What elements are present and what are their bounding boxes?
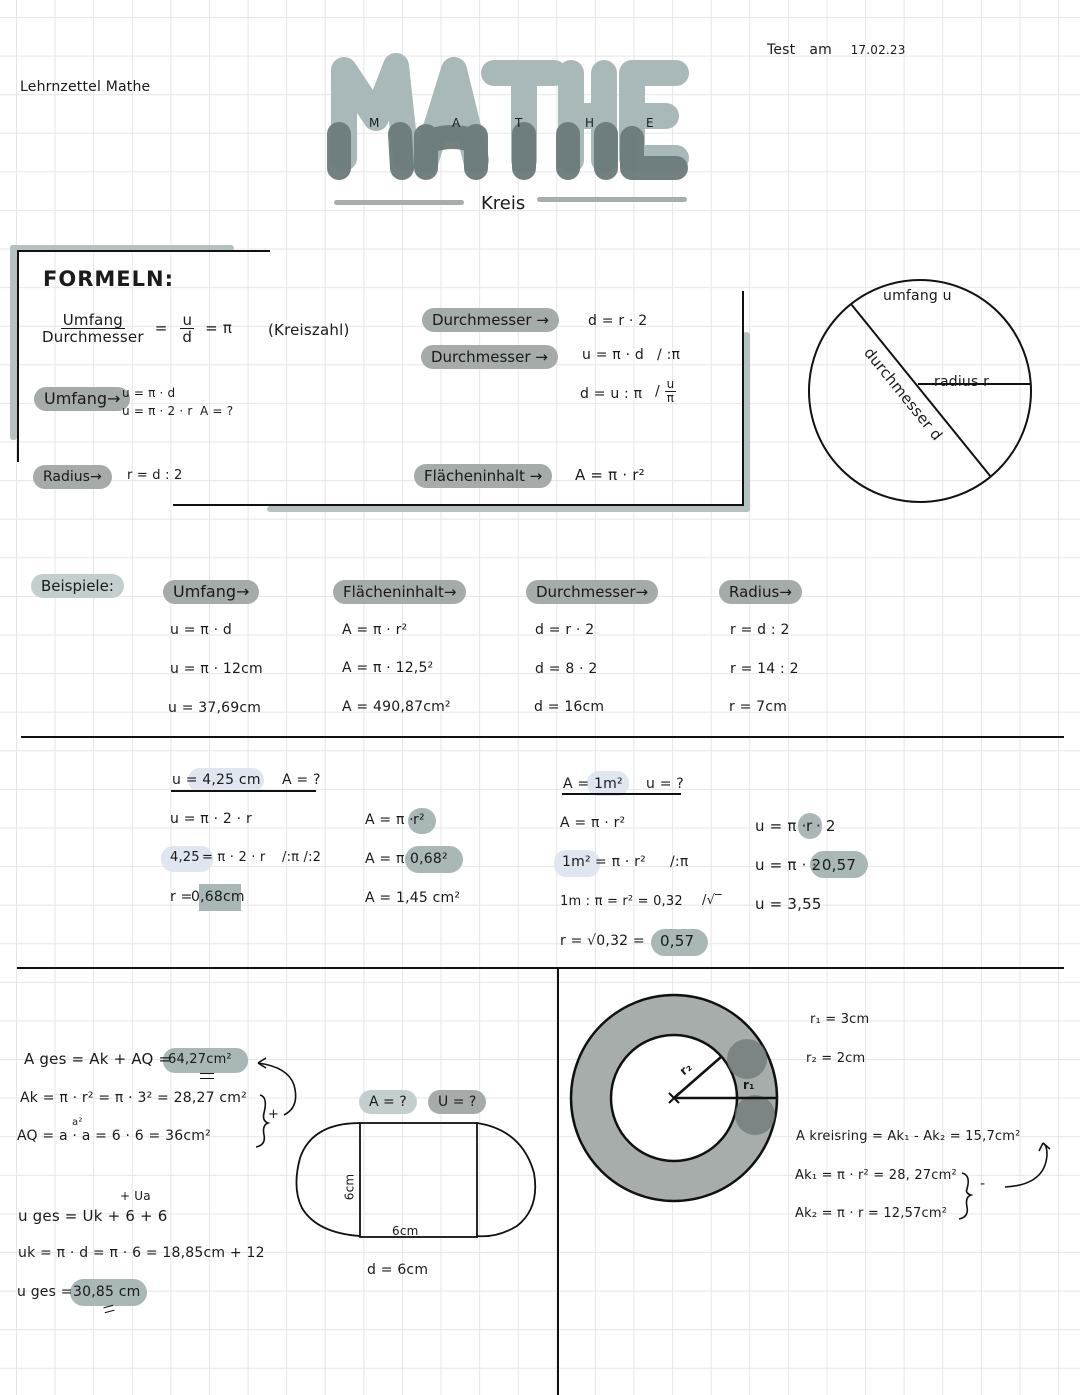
beispiele-row: d = r · 2 xyxy=(535,622,595,638)
aq-hint: a² xyxy=(72,1117,83,1128)
beispiele-header-radius: Radius→ xyxy=(719,580,802,604)
aufgabe1-line1: u = π · 2 · r xyxy=(170,811,252,827)
aufgabe2-right-1c: · 2 xyxy=(816,817,836,835)
umfang-a-question: A = ? xyxy=(200,404,234,418)
aufgabe1-underline xyxy=(171,790,316,792)
subtitle-line-left xyxy=(334,200,464,205)
durchmesser-op-3 xyxy=(655,378,676,405)
beispiele-row: u = 37,69cm xyxy=(168,700,262,716)
flaeche-formula-text: A = π · r² xyxy=(575,466,645,484)
formeln-heading: FORMELN: xyxy=(43,267,174,291)
beispiele-row: d = 8 · 2 xyxy=(535,661,598,677)
formeln-shadow-bottom xyxy=(267,506,750,512)
aufgabe1-right-1b: r² xyxy=(413,812,425,828)
plus-sign: + xyxy=(268,1107,280,1122)
title-mathe xyxy=(326,48,696,180)
a-ges-lhs: A ges = Ak + AQ = xyxy=(24,1050,172,1068)
ratio-numerator: Umfang xyxy=(62,311,123,329)
durchmesser-formula-3: d = u : π xyxy=(580,386,643,402)
aufgabe1-right-3: A = 1,45 cm² xyxy=(365,890,461,906)
shape-a-pill: A = ? xyxy=(359,1090,417,1114)
ak-formula: Ak = π · r² = π · 3² = 28,27 cm² xyxy=(20,1090,247,1106)
u-ges-hint: + Ua xyxy=(120,1189,151,1203)
aufgabe2-given: A = 1m² xyxy=(563,776,623,792)
aufgabe2-wanted: u = ? xyxy=(646,776,684,792)
r2-value: r₂ = 2cm xyxy=(806,1051,866,1066)
durchmesser-pill-2: Durchmesser → xyxy=(421,345,558,369)
aufgabe1-wanted: A = ? xyxy=(282,772,321,788)
minus-bracket-arrow-icon xyxy=(955,1135,1055,1225)
aufgabe1-line3-lhs: r = xyxy=(170,889,193,905)
ring-r2-label: r₂ xyxy=(676,1059,695,1079)
formeln-border-left xyxy=(17,250,19,462)
shape-d-label: d = 6cm xyxy=(367,1262,429,1278)
flaeche-pill: Flächeninhalt → xyxy=(414,464,552,488)
aufgabe2-right-2a: u = π · 2 xyxy=(755,856,822,874)
title-letter-t: T xyxy=(515,116,523,130)
beispiele-row: r = d : 2 xyxy=(730,622,790,638)
beispiele-row: u = π · 12cm xyxy=(170,661,263,677)
minus-sign: - xyxy=(980,1176,986,1192)
circle-diagram-icon xyxy=(806,278,1036,506)
aufgabe1-right-1a: A = π · xyxy=(365,812,414,828)
aufgabe2-line3-op: /√‾ xyxy=(702,893,722,908)
beispiele-header-umfang: Umfang→ xyxy=(163,580,259,604)
subtitle-kreis: Kreis xyxy=(481,193,526,214)
durchmesser-label: durchmesser d xyxy=(860,343,947,445)
beispiele-row: A = π · 12,5² xyxy=(342,660,434,676)
aufgabe2-right-2b: · 0,57 xyxy=(812,856,857,874)
beispiele-row: u = π · d xyxy=(170,622,232,638)
aufgabe1-right-2a: A = π · xyxy=(365,851,414,867)
title-letter-h: H xyxy=(585,116,595,130)
ratio-denominator: Durchmesser xyxy=(42,328,144,346)
durchmesser-op-2: / :π xyxy=(657,347,681,363)
aufgabe1-line2-rhs: = π · 2 · r xyxy=(202,850,266,865)
beispiele-row: A = 490,87cm² xyxy=(342,699,451,715)
op-numerator: u xyxy=(666,377,675,391)
umfang-label: umfang u xyxy=(883,288,952,304)
ratio-formula xyxy=(42,312,232,345)
aufgabe1-given: u = 4,25 cm xyxy=(172,772,261,788)
formeln-shadow-right xyxy=(743,332,750,512)
aufgabe1-line3-val: 0,68cm xyxy=(191,889,245,905)
aufgabe2-line2-lhs: 1m² xyxy=(562,854,591,870)
u-over-pi xyxy=(665,378,677,405)
ak1-formula: Ak₁ = π · r² = 28, 27cm² xyxy=(795,1168,957,1183)
aufgabe2-right-1a: u = π · xyxy=(755,817,807,835)
kreiszahl-note: (Kreiszahl) xyxy=(268,321,350,339)
divider-2 xyxy=(17,967,1064,969)
beispiele-row: r = 7cm xyxy=(729,699,788,715)
radius-pill: Radius→ xyxy=(33,465,112,489)
u-numerator: u xyxy=(182,311,193,329)
akreisring-formula: A kreisring = Ak₁ - Ak₂ = 15,7cm² xyxy=(796,1129,1021,1144)
divider-1 xyxy=(21,736,1064,738)
ak2-formula: Ak₂ = π · r = 12,57cm² xyxy=(795,1206,948,1221)
ratio-eq: = xyxy=(154,319,168,337)
title-letter-a: A xyxy=(452,116,461,130)
ratio-fraction xyxy=(42,312,144,345)
aufgabe2-underline xyxy=(562,793,681,795)
u-ges-double-underline xyxy=(103,1305,114,1313)
note-label: Lehrnzettel Mathe xyxy=(20,79,151,95)
aufgabe2-line2-op: /:π xyxy=(670,854,689,870)
durchmesser-formula-2: u = π · d xyxy=(582,347,644,363)
op-denominator: π xyxy=(666,391,675,405)
beispiele-label: Beispiele: xyxy=(31,574,124,598)
radius-formula: r = d : 2 xyxy=(127,468,183,483)
radius-label: radius r xyxy=(934,374,990,390)
aq-formula: AQ = a · a = 6 · 6 = 36cm² xyxy=(17,1128,211,1144)
durchmesser-pill-1: Durchmesser → xyxy=(422,308,559,332)
uk-formula: uk = π · d = π · 6 = 18,85cm + 12 xyxy=(18,1245,265,1261)
d-denominator: d xyxy=(182,328,193,346)
a-ges-double-underline xyxy=(200,1073,214,1079)
subtitle-line-right xyxy=(537,197,687,202)
title-letter-e: E xyxy=(646,116,654,130)
umfang-formula-1: u = π · d xyxy=(122,386,176,400)
u-over-d xyxy=(180,312,194,345)
aufgabe1-line2-op: /:π /:2 xyxy=(282,850,322,865)
umfang-formula-2: u = π · 2 · r xyxy=(122,404,193,418)
test-label: Test xyxy=(767,42,796,58)
aufgabe2-right-3: u = 3,55 xyxy=(755,895,822,913)
aufgabe2-line2-rhs: = π · r² xyxy=(595,854,646,870)
aufgabe2-right-1b: r xyxy=(806,817,813,835)
beispiele-row: A = π · r² xyxy=(342,622,408,638)
test-am: am xyxy=(809,42,832,58)
beispiele-row: d = 16cm xyxy=(534,699,605,715)
flaeche-formula xyxy=(575,466,645,484)
shape-side-label: 6cm xyxy=(342,1173,357,1201)
a-ges-value: 64,27cm² xyxy=(168,1052,232,1067)
op-slash: / xyxy=(655,383,660,400)
test-date: 17.02.23 xyxy=(850,43,906,57)
shape-bottom-label: 6cm xyxy=(392,1224,419,1238)
aufgabe2-line1: A = π · r² xyxy=(560,815,626,831)
aufgabe1-right-2b: 0,68² xyxy=(410,851,448,867)
title-letter-m: M xyxy=(369,116,380,130)
shape-u-pill: U = ? xyxy=(428,1090,486,1114)
aufgabe1-line2-lhs: 4,25 xyxy=(170,850,200,865)
beispiele-header-flaeche: Flächeninhalt→ xyxy=(333,580,466,604)
formeln-shadow-left xyxy=(10,245,17,440)
aufgabe2-line3: 1m : π = r² = 0,32 xyxy=(560,894,683,909)
divider-vertical xyxy=(557,967,559,1395)
circle-diagram xyxy=(806,278,1036,506)
beispiele-row: r = 14 : 2 xyxy=(730,661,799,677)
ring-r1-label: r₁ xyxy=(743,1078,755,1092)
durchmesser-formula-1: d = r · 2 xyxy=(588,313,648,329)
formeln-border-bottom xyxy=(173,504,744,506)
title-bubble-letters-icon xyxy=(326,48,696,180)
umfang-pill: Umfang→ xyxy=(34,387,130,411)
u-ges-formula: u ges = Uk + 6 + 6 xyxy=(18,1207,168,1225)
aufgabe2-line4-a: r = √0,32 = xyxy=(560,933,645,949)
u-ges-result-lhs: u ges = xyxy=(17,1284,73,1300)
test-date-line xyxy=(767,42,906,58)
eq-pi: = π xyxy=(205,319,233,337)
aufgabe2-line4-b: 0,57 xyxy=(660,932,695,950)
formeln-border-right xyxy=(742,291,744,505)
beispiele-header-durchmesser: Durchmesser→ xyxy=(526,580,658,604)
u-ges-result-value: 30,85 cm xyxy=(73,1284,141,1300)
formeln-border-top xyxy=(17,250,270,252)
r1-value: r₁ = 3cm xyxy=(810,1012,870,1027)
kreisring-diagram-icon xyxy=(566,990,786,1205)
